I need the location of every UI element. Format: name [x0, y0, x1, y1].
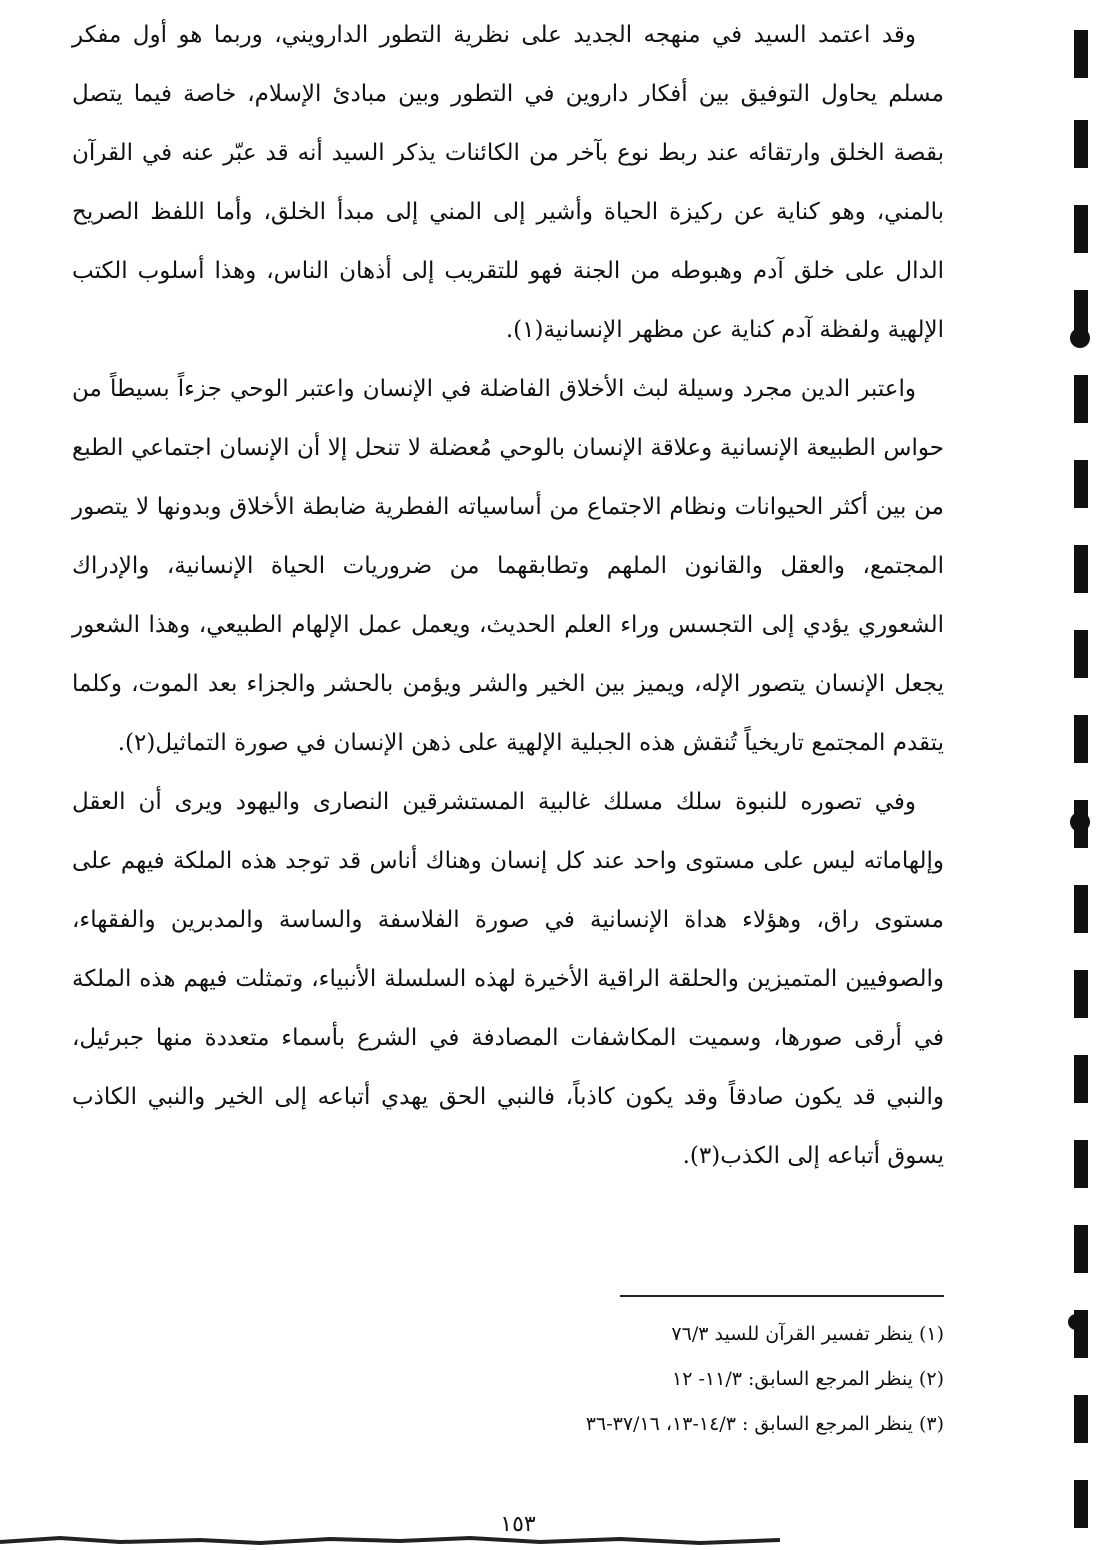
- footnotes: [300, 1312, 944, 1447]
- paragraph-2-text: واعتبر الدين مجرد وسيلة لبث الأخلاق الفاضلة في الإنسان واعتبر الوحي جزءاً بسيطاً من حواس الطبيعة الإنسانية وعلاقة الإنسان بالوحي مُعضلة لا تنحل إلا أن الإنسان اجتماعي الطبع من بين أكثر الحيوانات ونظام الاجتماع من أساسياته الفطرية ضابطة الأخلاق وبدونها لا يتصور المجتمع، والعقل والقانون الملهم وتطابقهما من ضروريات الحياة الإنسانية، والإدراك الشعوري يؤدي إلى التجسس وراء العلم الحديث، ويعمل عمل الإلهام الطبيعي، وهذا الشعور يجعل الإنسان يتصور الإله، ويميز بين الخير والشر ويؤمن بالحشر والجزاء بعد الموت، وكلما يتقدم المجتمع تاريخياً تُنقش هذه الجبلية الإلهية على ذهن الإنسان في صورة التماثيل(٢).: [72, 376, 944, 756]
- paragraph-1-text: وقد اعتمد السيد في منهجه الجديد على نظرية التطور الدارويني، وربما هو أول مفكر مسلم يحاول التوفيق بين أفكار داروين في التطور وبين مبادئ الإسلام، خاصة فيما يتصل بقصة الخلق وارتقائه عند ربط نوع بآخر من الكائنات يذكر السيد أنه قد عبّر عنه في القرآن بالمني، وهو كناية عن ركيزة الحياة وأشير إلى المني إلى مبدأ الخلق، وأما اللفظ الصريح الدال على خلق آدم وهبوطه من الجنة فهو للتقريب إلى أذهان الناس، وهذا أسلوب الكتب الإلهية ولفظة آدم كناية عن مظهر الإنسانية(١).: [72, 22, 944, 343]
- paragraph-3-text: وفي تصوره للنبوة سلك مسلك غالبية المستشرقين النصارى واليهود ويرى أن العقل وإلهاماته ليس على مستوى واحد عند كل إنسان وهناك أناس قد توجد هذه الملكة فيهم على مستوى راق، وهؤلاء هداة الإنسانية في صورة الفلاسفة والساسة والمدبرين والفقهاء، والصوفيين المتميزين والحلقة الراقية الأخيرة لهذه السلسلة الأنبياء، وتمثلت فيهم هذه الملكة في أرقى صورها، وسميت المكاشفات المصادفة في الشرع بأسماء متعددة منها جبرئيل، والنبي قد يكون صادقاً وقد يكون كاذباً، فالنبي الحق يهدي أتباعه إلى الخير والنبي الكاذب يسوق أتباعه إلى الكذب(٣).: [72, 789, 944, 1169]
- footnote-2: (٢) ينظر المرجع السابق: ١١/٣- ١٢: [672, 1368, 944, 1390]
- footnote-divider: [620, 1295, 944, 1297]
- paragraph-3: [72, 773, 944, 1186]
- page-number: ١٥٣: [500, 1512, 536, 1537]
- scan-edge-marks: [1066, 0, 1096, 1550]
- scan-noise-strokes: [0, 1528, 780, 1550]
- page-body: [72, 6, 944, 1186]
- footnote-3: (٣) ينظر المرجع السابق : ١٤/٣-١٣، ٣٧/١٦-٣٦: [585, 1413, 944, 1435]
- paragraph-1: [72, 6, 944, 360]
- footnote-1: (١) ينظر تفسير القرآن للسيد ٧٦/٣: [671, 1323, 944, 1345]
- paragraph-2: [72, 360, 944, 773]
